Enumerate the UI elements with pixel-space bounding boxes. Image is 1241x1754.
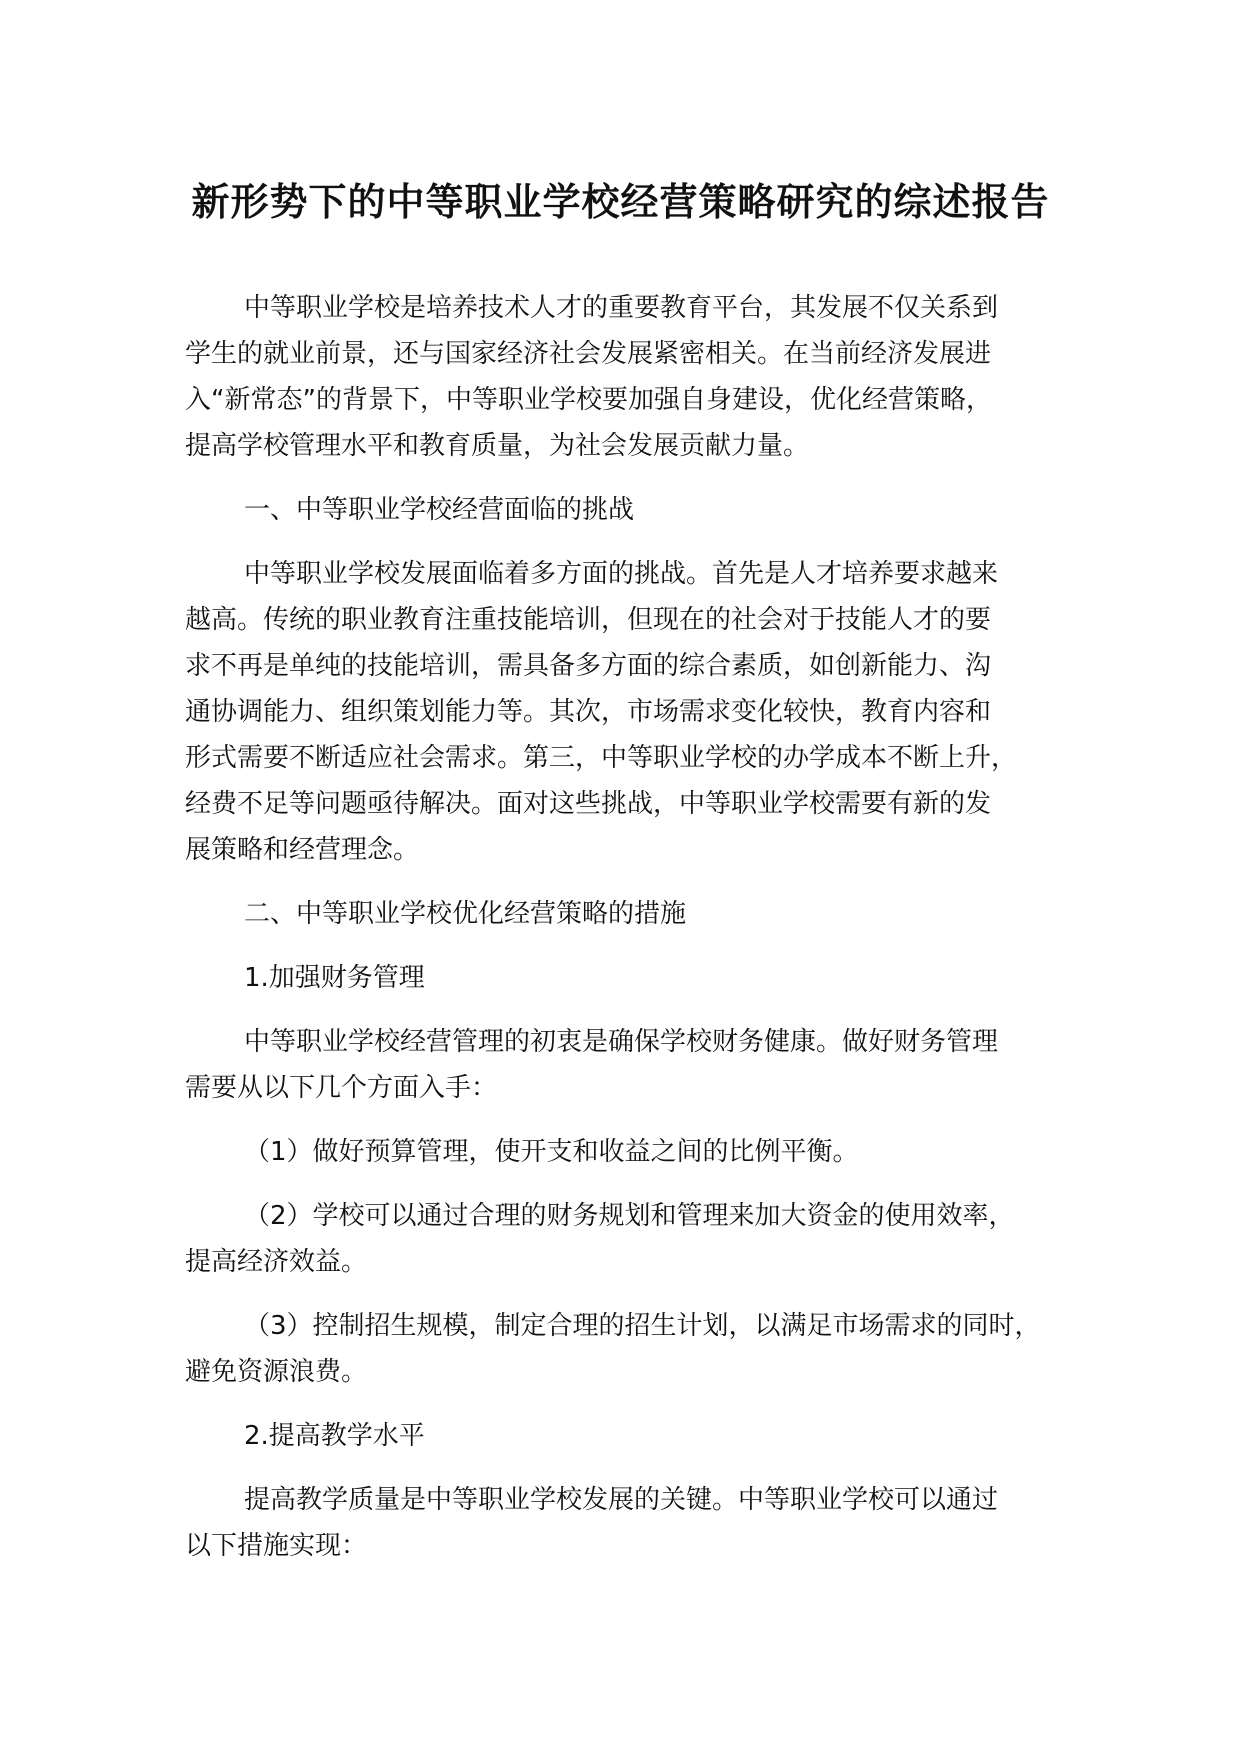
text-line: 展策略和经营理念。	[185, 835, 420, 865]
text-line: 中等职业学校经营管理的初衷是确保学校财务健康。做好财务管理	[244, 1027, 999, 1057]
text-line: （1）做好预算管理，使开支和收益之间的比例平衡。	[244, 1137, 859, 1167]
text-line: 1.加强财务管理	[244, 963, 425, 993]
text-line: 通协调能力、组织策划能力等。其次，市场需求变化较快，教育内容和	[185, 697, 992, 727]
text-line: （2）学校可以通过合理的财务规划和管理来加大资金的使用效率，	[244, 1201, 1015, 1231]
document-body	[185, 285, 1070, 1587]
finance-paragraph	[185, 1019, 1070, 1111]
text-line: 需要从以下几个方面入手：	[185, 1073, 498, 1103]
text-line: 中等职业学校发展面临着多方面的挑战。首先是人才培养要求越来	[244, 559, 999, 589]
text-line: 经费不足等问题亟待解决。面对这些挑战，中等职业学校需要有新的发	[185, 789, 992, 819]
text-line: 避免资源浪费。	[185, 1357, 368, 1387]
text-line: 求不再是单纯的技能培训，需具备多方面的综合素质，如创新能力、沟	[185, 651, 992, 681]
section-heading-2	[185, 891, 1070, 937]
text-line: （3）控制招生规模，制定合理的招生计划，以满足市场需求的同时，	[244, 1311, 1041, 1341]
text-line: 二、中等职业学校优化经营策略的措施	[244, 899, 687, 929]
finance-item-3	[185, 1303, 1070, 1395]
finance-item-2	[185, 1193, 1070, 1285]
section-heading-1	[185, 487, 1070, 533]
text-line: 越高。传统的职业教育注重技能培训，但现在的社会对于技能人才的要	[185, 605, 992, 635]
text-line: 提高经济效益。	[185, 1247, 368, 1277]
text-line: 中等职业学校是培养技术人才的重要教育平台，其发展不仅关系到	[244, 293, 999, 323]
teaching-paragraph	[185, 1477, 1070, 1569]
intro-paragraph	[185, 285, 1070, 469]
challenges-paragraph	[185, 551, 1070, 873]
text-line: 一、中等职业学校经营面临的挑战	[244, 495, 635, 525]
subheading-2	[185, 1413, 1070, 1459]
text-line: 以下措施实现：	[185, 1531, 368, 1561]
text-line: 提高学校管理水平和教育质量，为社会发展贡献力量。	[185, 431, 810, 461]
subheading-1	[185, 955, 1070, 1001]
text-line: 入“新常态”的背景下，中等职业学校要加强自身建设，优化经营策略，	[185, 385, 992, 415]
text-line: 形式需要不断适应社会需求。第三，中等职业学校的办学成本不断上升，	[185, 743, 1018, 773]
finance-item-1	[185, 1129, 1070, 1175]
text-line: 2.提高教学水平	[244, 1421, 425, 1451]
document-title: 新形势下的中等职业学校经营策略研究的综述报告	[191, 180, 1050, 224]
text-line: 提高教学质量是中等职业学校发展的关键。中等职业学校可以通过	[244, 1485, 999, 1515]
text-line: 学生的就业前景，还与国家经济社会发展紧密相关。在当前经济发展进	[185, 339, 992, 369]
